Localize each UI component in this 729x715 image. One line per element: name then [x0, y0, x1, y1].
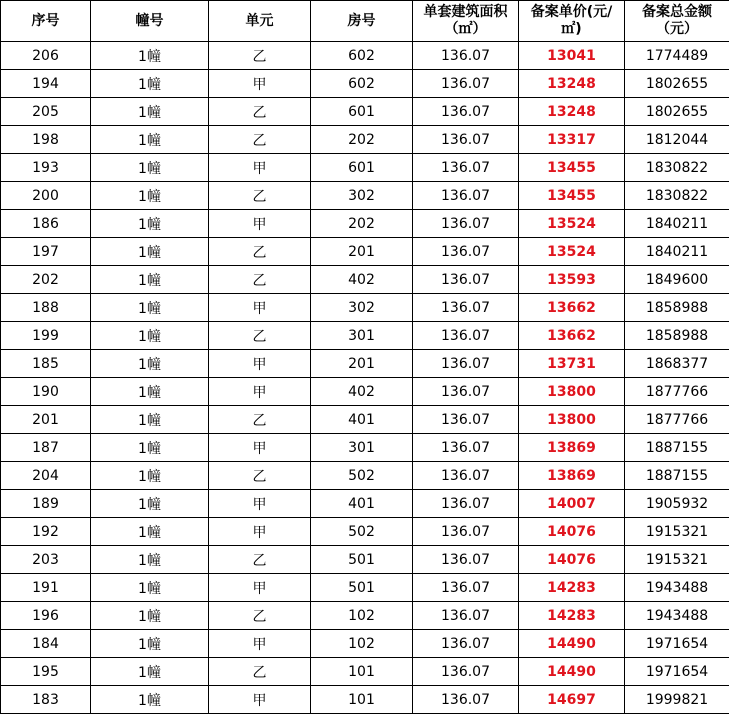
cell-unit: 甲 — [209, 70, 311, 98]
cell-building-number: 1幢 — [91, 546, 209, 574]
cell-unit: 甲 — [209, 350, 311, 378]
cell-room-number: 302 — [311, 294, 413, 322]
table-row — [1, 70, 729, 98]
cell-building-number: 1幢 — [91, 98, 209, 126]
cell-serial-number: 206 — [1, 42, 91, 70]
cell-room-number: 602 — [311, 70, 413, 98]
table-body — [1, 42, 729, 714]
cell-area: 136.07 — [413, 210, 519, 238]
cell-area: 136.07 — [413, 322, 519, 350]
cell-room-number: 301 — [311, 434, 413, 462]
table-row — [1, 630, 729, 658]
cell-building-number: 1幢 — [91, 322, 209, 350]
header-area-line2: （㎡） — [444, 21, 487, 37]
cell-unit-price: 13869 — [519, 434, 625, 462]
cell-unit-price: 13800 — [519, 406, 625, 434]
cell-room-number: 601 — [311, 98, 413, 126]
cell-room-number: 502 — [311, 462, 413, 490]
cell-unit-price: 13800 — [519, 378, 625, 406]
table-row — [1, 126, 729, 154]
table-row — [1, 574, 729, 602]
header-building-number: 幢号 — [91, 1, 209, 42]
cell-unit-price: 13593 — [519, 266, 625, 294]
cell-building-number: 1幢 — [91, 238, 209, 266]
cell-room-number: 201 — [311, 238, 413, 266]
cell-unit: 乙 — [209, 126, 311, 154]
table-row — [1, 462, 729, 490]
cell-serial-number: 184 — [1, 630, 91, 658]
cell-room-number: 301 — [311, 322, 413, 350]
cell-unit: 乙 — [209, 462, 311, 490]
table-row — [1, 238, 729, 266]
cell-room-number: 202 — [311, 210, 413, 238]
table-row — [1, 406, 729, 434]
cell-total-amount: 1840211 — [625, 210, 729, 238]
cell-total-amount: 1802655 — [625, 70, 729, 98]
cell-serial-number: 205 — [1, 98, 91, 126]
cell-serial-number: 198 — [1, 126, 91, 154]
table-row — [1, 266, 729, 294]
header-total-amount-line1: 备案总金额 — [642, 4, 712, 20]
cell-unit-price: 13731 — [519, 350, 625, 378]
cell-unit: 甲 — [209, 294, 311, 322]
cell-building-number: 1幢 — [91, 434, 209, 462]
cell-serial-number: 187 — [1, 434, 91, 462]
cell-unit-price: 13455 — [519, 154, 625, 182]
cell-building-number: 1幢 — [91, 574, 209, 602]
cell-unit-price: 13524 — [519, 238, 625, 266]
cell-room-number: 202 — [311, 126, 413, 154]
cell-unit-price: 13248 — [519, 70, 625, 98]
header-total-amount — [625, 1, 729, 42]
cell-total-amount: 1887155 — [625, 462, 729, 490]
cell-building-number: 1幢 — [91, 406, 209, 434]
cell-total-amount: 1915321 — [625, 546, 729, 574]
cell-total-amount: 1877766 — [625, 378, 729, 406]
table-row — [1, 658, 729, 686]
cell-area: 136.07 — [413, 266, 519, 294]
cell-room-number: 401 — [311, 406, 413, 434]
cell-serial-number: 197 — [1, 238, 91, 266]
cell-area: 136.07 — [413, 462, 519, 490]
cell-serial-number: 202 — [1, 266, 91, 294]
table-row — [1, 42, 729, 70]
cell-room-number: 502 — [311, 518, 413, 546]
cell-serial-number: 201 — [1, 406, 91, 434]
cell-serial-number: 196 — [1, 602, 91, 630]
cell-unit: 乙 — [209, 42, 311, 70]
cell-serial-number: 190 — [1, 378, 91, 406]
cell-unit-price: 14283 — [519, 602, 625, 630]
cell-total-amount: 1830822 — [625, 154, 729, 182]
cell-area: 136.07 — [413, 602, 519, 630]
cell-building-number: 1幢 — [91, 378, 209, 406]
cell-building-number: 1幢 — [91, 350, 209, 378]
cell-unit: 乙 — [209, 406, 311, 434]
cell-area: 136.07 — [413, 406, 519, 434]
cell-unit: 甲 — [209, 574, 311, 602]
table-header — [1, 1, 729, 42]
cell-room-number: 402 — [311, 266, 413, 294]
table-row — [1, 546, 729, 574]
cell-area: 136.07 — [413, 42, 519, 70]
cell-room-number: 501 — [311, 574, 413, 602]
cell-unit-price: 14076 — [519, 518, 625, 546]
cell-area: 136.07 — [413, 686, 519, 714]
header-unit-price-line1: 备案单价(元/ — [530, 4, 613, 20]
cell-building-number: 1幢 — [91, 462, 209, 490]
cell-unit-price: 14007 — [519, 490, 625, 518]
cell-unit-price: 13662 — [519, 322, 625, 350]
cell-building-number: 1幢 — [91, 182, 209, 210]
table-row — [1, 98, 729, 126]
cell-total-amount: 1999821 — [625, 686, 729, 714]
cell-unit: 甲 — [209, 154, 311, 182]
cell-area: 136.07 — [413, 154, 519, 182]
cell-unit-price: 13662 — [519, 294, 625, 322]
cell-room-number: 501 — [311, 546, 413, 574]
header-row — [1, 1, 729, 42]
header-room-number: 房号 — [311, 1, 413, 42]
cell-unit-price: 14283 — [519, 574, 625, 602]
cell-unit: 甲 — [209, 686, 311, 714]
cell-unit-price: 13248 — [519, 98, 625, 126]
cell-area: 136.07 — [413, 378, 519, 406]
cell-total-amount: 1887155 — [625, 434, 729, 462]
cell-unit-price: 14490 — [519, 630, 625, 658]
cell-serial-number: 189 — [1, 490, 91, 518]
cell-unit-price: 14490 — [519, 658, 625, 686]
cell-total-amount: 1905932 — [625, 490, 729, 518]
cell-area: 136.07 — [413, 658, 519, 686]
cell-unit: 乙 — [209, 322, 311, 350]
cell-building-number: 1幢 — [91, 686, 209, 714]
cell-area: 136.07 — [413, 490, 519, 518]
cell-building-number: 1幢 — [91, 266, 209, 294]
cell-building-number: 1幢 — [91, 126, 209, 154]
cell-unit: 甲 — [209, 378, 311, 406]
cell-total-amount: 1971654 — [625, 630, 729, 658]
cell-unit: 甲 — [209, 630, 311, 658]
table-row — [1, 294, 729, 322]
cell-building-number: 1幢 — [91, 490, 209, 518]
cell-total-amount: 1812044 — [625, 126, 729, 154]
cell-building-number: 1幢 — [91, 154, 209, 182]
cell-unit: 甲 — [209, 210, 311, 238]
cell-building-number: 1幢 — [91, 42, 209, 70]
cell-room-number: 101 — [311, 658, 413, 686]
cell-building-number: 1幢 — [91, 70, 209, 98]
cell-area: 136.07 — [413, 630, 519, 658]
cell-unit-price: 13041 — [519, 42, 625, 70]
cell-area: 136.07 — [413, 70, 519, 98]
cell-area: 136.07 — [413, 574, 519, 602]
cell-area: 136.07 — [413, 350, 519, 378]
cell-unit-price: 13317 — [519, 126, 625, 154]
table-row — [1, 434, 729, 462]
cell-room-number: 102 — [311, 630, 413, 658]
cell-unit: 乙 — [209, 98, 311, 126]
cell-total-amount: 1849600 — [625, 266, 729, 294]
cell-unit-price: 13869 — [519, 462, 625, 490]
cell-building-number: 1幢 — [91, 294, 209, 322]
cell-area: 136.07 — [413, 294, 519, 322]
cell-serial-number: 185 — [1, 350, 91, 378]
cell-serial-number: 204 — [1, 462, 91, 490]
cell-area: 136.07 — [413, 518, 519, 546]
table-row — [1, 602, 729, 630]
cell-unit: 乙 — [209, 602, 311, 630]
header-serial-number: 序号 — [1, 1, 91, 42]
cell-area: 136.07 — [413, 182, 519, 210]
table-row — [1, 518, 729, 546]
header-area-line1: 单套建筑面积 — [423, 4, 508, 20]
cell-room-number: 402 — [311, 378, 413, 406]
table-row — [1, 378, 729, 406]
cell-building-number: 1幢 — [91, 630, 209, 658]
header-total-amount-line2: （元） — [656, 21, 698, 37]
cell-serial-number: 188 — [1, 294, 91, 322]
cell-serial-number: 194 — [1, 70, 91, 98]
cell-serial-number: 186 — [1, 210, 91, 238]
table-row — [1, 154, 729, 182]
cell-total-amount: 1774489 — [625, 42, 729, 70]
cell-total-amount: 1971654 — [625, 658, 729, 686]
table-row — [1, 182, 729, 210]
cell-unit: 甲 — [209, 490, 311, 518]
cell-room-number: 602 — [311, 42, 413, 70]
table-row — [1, 686, 729, 714]
cell-serial-number: 193 — [1, 154, 91, 182]
cell-unit: 乙 — [209, 266, 311, 294]
table-row — [1, 210, 729, 238]
cell-building-number: 1幢 — [91, 210, 209, 238]
header-area — [413, 1, 519, 42]
header-unit-price-line2: ㎡) — [561, 21, 582, 37]
cell-unit-price: 13455 — [519, 182, 625, 210]
cell-serial-number: 203 — [1, 546, 91, 574]
header-unit-price — [519, 1, 625, 42]
cell-unit-price: 13524 — [519, 210, 625, 238]
cell-total-amount: 1943488 — [625, 574, 729, 602]
table-row — [1, 322, 729, 350]
cell-total-amount: 1830822 — [625, 182, 729, 210]
cell-area: 136.07 — [413, 126, 519, 154]
header-unit: 单元 — [209, 1, 311, 42]
cell-room-number: 601 — [311, 154, 413, 182]
cell-unit: 乙 — [209, 658, 311, 686]
cell-room-number: 401 — [311, 490, 413, 518]
cell-unit-price: 14076 — [519, 546, 625, 574]
cell-total-amount: 1868377 — [625, 350, 729, 378]
cell-total-amount: 1915321 — [625, 518, 729, 546]
cell-unit: 甲 — [209, 518, 311, 546]
cell-total-amount: 1943488 — [625, 602, 729, 630]
cell-serial-number: 183 — [1, 686, 91, 714]
cell-building-number: 1幢 — [91, 518, 209, 546]
cell-total-amount: 1840211 — [625, 238, 729, 266]
cell-area: 136.07 — [413, 238, 519, 266]
cell-total-amount: 1858988 — [625, 294, 729, 322]
table-row — [1, 350, 729, 378]
cell-room-number: 201 — [311, 350, 413, 378]
cell-total-amount: 1802655 — [625, 98, 729, 126]
cell-unit-price: 14697 — [519, 686, 625, 714]
table-row — [1, 490, 729, 518]
cell-serial-number: 191 — [1, 574, 91, 602]
cell-area: 136.07 — [413, 434, 519, 462]
cell-building-number: 1幢 — [91, 658, 209, 686]
cell-area: 136.07 — [413, 546, 519, 574]
cell-serial-number: 195 — [1, 658, 91, 686]
cell-total-amount: 1858988 — [625, 322, 729, 350]
cell-unit: 甲 — [209, 434, 311, 462]
cell-serial-number: 199 — [1, 322, 91, 350]
cell-building-number: 1幢 — [91, 602, 209, 630]
cell-room-number: 102 — [311, 602, 413, 630]
cell-serial-number: 192 — [1, 518, 91, 546]
cell-serial-number: 200 — [1, 182, 91, 210]
cell-area: 136.07 — [413, 98, 519, 126]
cell-unit: 乙 — [209, 546, 311, 574]
cell-room-number: 101 — [311, 686, 413, 714]
cell-unit: 乙 — [209, 238, 311, 266]
cell-room-number: 302 — [311, 182, 413, 210]
cell-total-amount: 1877766 — [625, 406, 729, 434]
cell-unit: 乙 — [209, 182, 311, 210]
